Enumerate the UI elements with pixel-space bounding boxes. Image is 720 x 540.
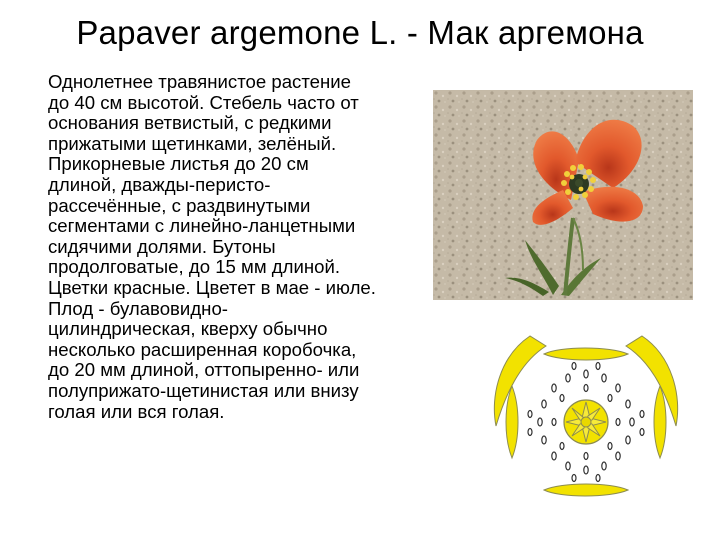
description-line: до 20 мм длиной, оттопыренно- или bbox=[48, 359, 360, 381]
description-line: голая или вся голая. bbox=[48, 400, 225, 422]
description-line: до 40 см высотой. Стебель часто от bbox=[48, 91, 359, 113]
description-line: Плод - булавовидно- bbox=[48, 297, 228, 319]
description-line: несколько расширенная коробочка, bbox=[48, 338, 357, 360]
floral-diagram bbox=[490, 326, 682, 518]
description-line: длиной, дважды-перисто- bbox=[48, 173, 271, 195]
description-line: Прикорневые листья до 20 см bbox=[48, 153, 309, 175]
description-line: продолговатые, до 15 мм длиной. bbox=[48, 256, 341, 278]
poppy-photo bbox=[433, 90, 693, 300]
description-line: основания ветвистый, с редкими bbox=[48, 112, 332, 134]
description-line: Цветки красные. Цветет в мае - июле. bbox=[48, 276, 376, 298]
description-line: прижатыми щетинками, зелёный. bbox=[48, 132, 337, 154]
description-line: полуприжато-щетинистая или внизу bbox=[48, 379, 359, 401]
description-line: цилиндрическая, кверху обычно bbox=[48, 318, 328, 340]
description-line: рассечённые, с раздвинутыми bbox=[48, 194, 311, 216]
slide-title: Papaver argemone L. - Мак аргемона bbox=[76, 14, 644, 51]
description-line: Однолетнее травянистое растение bbox=[48, 71, 351, 92]
description-line: сидячими долями. Бутоны bbox=[48, 235, 276, 257]
description-line: сегментами с линейно-ланцетными bbox=[48, 215, 356, 237]
description-text bbox=[48, 72, 458, 422]
